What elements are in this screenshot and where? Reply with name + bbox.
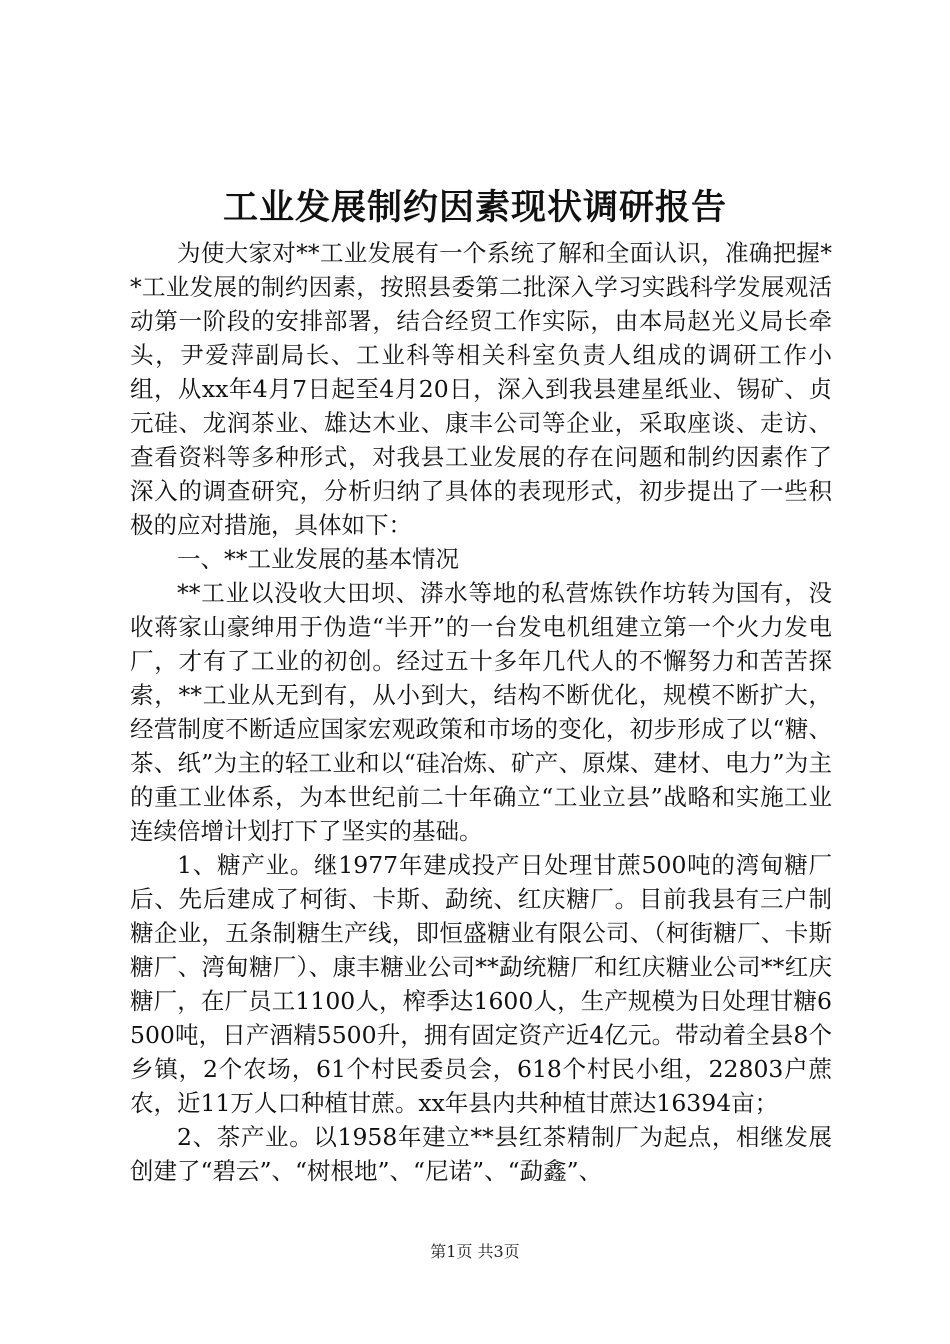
page-footer: 第1页 共3页 (430, 1242, 520, 1261)
tea-industry-paragraph: 2、茶产业。以1958年建立**县红茶精制厂为起点，相继发展创建了“碧云”、“树根地”、“尼诺”、“勐鑫”、 (130, 1123, 832, 1185)
intro-paragraph: 为使大家对**工业发展有一个系统了解和全面认识，准确把握**工业发展的制约因素，按照县委第二批深入学习实践科学发展观活动第一阶段的安排部署，结合经贸工作实际，由本局赵光义局长牵头，尹爱萍副局长、工业科等相关科室负责人组成的调研工作小组，从xx年4月7日起至4月20日，深入到我县建星纸业、锡矿、贞元硅、龙润茶业、雄达木业、康丰公司等企业，采取座谈、走访、查看资料等多种形式，对我县工业发展的存在问题和制约因素作了深入的调查研究，分析归纳了具体的表现形式，初步提出了一些积极的应对措施，具体如下： (130, 239, 832, 539)
document-body (130, 236, 832, 1188)
sugar-industry-paragraph: 1、糖产业。继1977年建成投产日处理甘蔗500吨的湾甸糖厂后、先后建成了柯街、卡斯、勐统、红庆糖厂。目前我县有三户制糖企业，五条制糖生产线，即恒盛糖业有限公司、（柯街糖厂、卡斯糖厂、湾甸糖厂）、康丰糖业公司**勐统糖厂和红庆糖业公司**红庆糖厂，在厂员工1100人，榨季达1600人，生产规模为日处理甘糖6500吨，日产酒精5500升，拥有固定资产近4亿元。带动着全县8个乡镇，2个农场，61个村民委员会，618个村民小组，22803户蔗农，近11万人口种植甘蔗。xx年县内共种植甘蔗达16394亩； (130, 851, 832, 1117)
section-heading: 一、**工业发展的基本情况 (177, 545, 459, 573)
basic-situation-paragraph: **工业以没收大田坝、漭水等地的私营炼铁作坊转为国有，没收蒋家山豪绅用于伪造“半开”的一台发电机组建立第一个火力发电厂，才有了工业的初创。经过五十多年几代人的不懈努力和苦苦探索，**工业从无到有，从小到大，结构不断优化，规模不断扩大，经营制度不断适应国家宏观政策和市场的变化，初步形成了以“糖、茶、纸”为主的轻工业和以“硅冶炼、矿产、原煤、建材、电力”为主的重工业体系，为本世纪前二十年确立“工业立县”战略和实施工业连续倍增计划打下了坚实的基础。 (130, 579, 832, 845)
document-title: 工业发展制约因素现状调研报告 (222, 187, 727, 228)
